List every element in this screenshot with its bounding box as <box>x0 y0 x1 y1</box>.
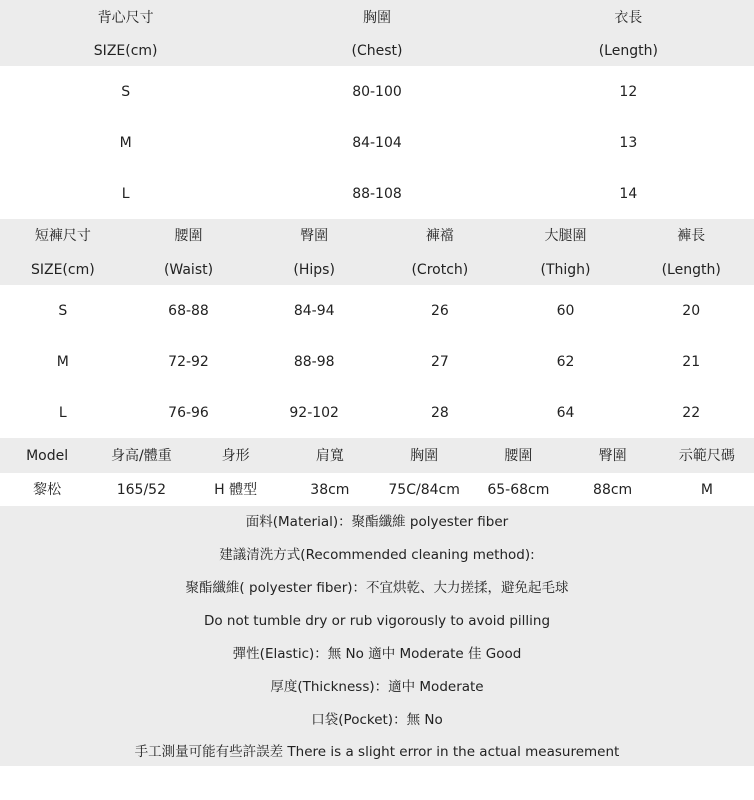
shorts-cell-hips: 92-102 <box>289 405 339 421</box>
measurement-error-note: 手工測量可能有些許誤差 There is a slight error in the actual measurement <box>134 744 620 760</box>
model-header-chest: 胸圍 <box>410 448 439 464</box>
shorts-cell-thigh: 62 <box>556 354 575 370</box>
shorts-cell-size: M <box>56 354 69 370</box>
shorts-header-length-zh: 褲長 <box>677 228 706 244</box>
shorts-cell-hips: 84-94 <box>293 303 335 319</box>
shorts-header-waist-zh: 腰圍 <box>174 228 203 244</box>
vest-cell-length: 13 <box>619 135 638 151</box>
vest-cell-size: L <box>121 186 130 202</box>
vest-row-m <box>0 132 754 154</box>
shorts-header-thigh-zh: 大腿圍 <box>544 228 587 244</box>
shorts-row-m <box>0 351 754 373</box>
vest-cell-length: 14 <box>619 186 638 202</box>
model-header-body-shape: 身形 <box>221 448 250 464</box>
cleaning-instruction-zh: 聚酯纖維( polyester fiber)：不宜烘乾、大力搓揉，避免起毛球 <box>185 580 569 596</box>
vest-header-length-en: (Length) <box>598 43 658 59</box>
model-header-waist: 腰圍 <box>504 448 533 464</box>
vest-cell-length: 12 <box>619 84 638 100</box>
vest-header-zh-row <box>0 7 754 29</box>
shorts-cell-hips: 88-98 <box>293 354 335 370</box>
shorts-cell-length: 22 <box>682 405 701 421</box>
model-header-model: Model <box>26 448 69 464</box>
vest-row-s <box>0 81 754 103</box>
shorts-header-en-row <box>0 259 754 281</box>
material-note: 面料(Material)：聚酯纖維 polyester fiber <box>245 514 509 530</box>
elastic-note: 彈性(Elastic)：無 No 適中 Moderate 佳 Good <box>232 646 522 662</box>
model-data-row <box>0 479 754 501</box>
shorts-cell-crotch: 27 <box>430 354 449 370</box>
vest-header-length-zh: 衣長 <box>614 10 643 26</box>
shorts-header-thigh-en: (Thigh) <box>540 262 591 278</box>
shorts-header-hips-zh: 臀圍 <box>300 228 329 244</box>
model-header-hips: 臀圍 <box>598 448 627 464</box>
model-cell-hips: 88cm <box>593 482 633 498</box>
model-cell-body-shape: H 體型 <box>214 482 258 498</box>
shorts-row-l <box>0 402 754 424</box>
vest-cell-chest: 84-104 <box>352 135 402 151</box>
shorts-cell-waist: 72-92 <box>168 354 209 370</box>
shorts-cell-size: S <box>58 303 68 319</box>
shorts-header-hips-en: (Hips) <box>293 262 335 278</box>
model-cell-name: 黎松 <box>33 482 62 498</box>
shorts-header-size-zh: 短褲尺寸 <box>34 228 91 244</box>
cleaning-instruction-en: Do not tumble dry or rub vigorously to avoid pilling <box>203 613 551 629</box>
vest-header-size-zh: 背心尺寸 <box>97 10 154 26</box>
thickness-note: 厚度(Thickness)：適中 Moderate <box>270 679 484 695</box>
shorts-cell-thigh: 60 <box>556 303 575 319</box>
shorts-cell-length: 20 <box>682 303 701 319</box>
shorts-cell-crotch: 26 <box>430 303 449 319</box>
pocket-note: 口袋(Pocket)：無 No <box>311 712 443 728</box>
shorts-header-waist-en: (Waist) <box>163 262 214 278</box>
model-header-row <box>0 445 754 467</box>
shorts-cell-length: 21 <box>682 354 701 370</box>
shorts-header-size-en: SIZE(cm) <box>30 262 95 278</box>
model-header-height-weight: 身高/體重 <box>111 448 172 464</box>
vest-row-l <box>0 183 754 205</box>
shorts-header-length-en: (Length) <box>661 262 721 278</box>
shorts-cell-crotch: 28 <box>430 405 449 421</box>
vest-header-chest-zh: 胸圍 <box>362 10 391 26</box>
vest-cell-chest: 88-108 <box>352 186 402 202</box>
vest-header-size-en: SIZE(cm) <box>93 43 158 59</box>
vest-cell-size: M <box>119 135 132 151</box>
model-header-shoulder: 肩寬 <box>315 448 344 464</box>
cleaning-method-heading: 建議清洗方式(Recommended cleaning method): <box>219 547 535 563</box>
shorts-header-crotch-zh: 褲襠 <box>425 228 454 244</box>
shorts-header-zh-row <box>0 225 754 247</box>
shorts-row-s <box>0 300 754 322</box>
vest-cell-size: S <box>121 84 131 100</box>
model-cell-waist: 65-68cm <box>487 482 550 498</box>
shorts-cell-waist: 76-96 <box>168 405 209 421</box>
model-cell-shoulder: 38cm <box>310 482 350 498</box>
model-cell-size-worn: M <box>700 482 713 498</box>
vest-header-en-row <box>0 40 754 62</box>
product-notes <box>0 506 754 766</box>
vest-cell-chest: 80-100 <box>352 84 402 100</box>
shorts-header-crotch-en: (Crotch) <box>411 262 469 278</box>
shorts-cell-size: L <box>58 405 67 421</box>
model-cell-chest: 75C/84cm <box>388 482 460 498</box>
vest-header-chest-en: (Chest) <box>351 43 403 59</box>
model-cell-height-weight: 165/52 <box>116 482 166 498</box>
shorts-cell-waist: 68-88 <box>168 303 209 319</box>
shorts-cell-thigh: 64 <box>556 405 575 421</box>
model-header-size-worn: 示範尺碼 <box>678 448 735 464</box>
